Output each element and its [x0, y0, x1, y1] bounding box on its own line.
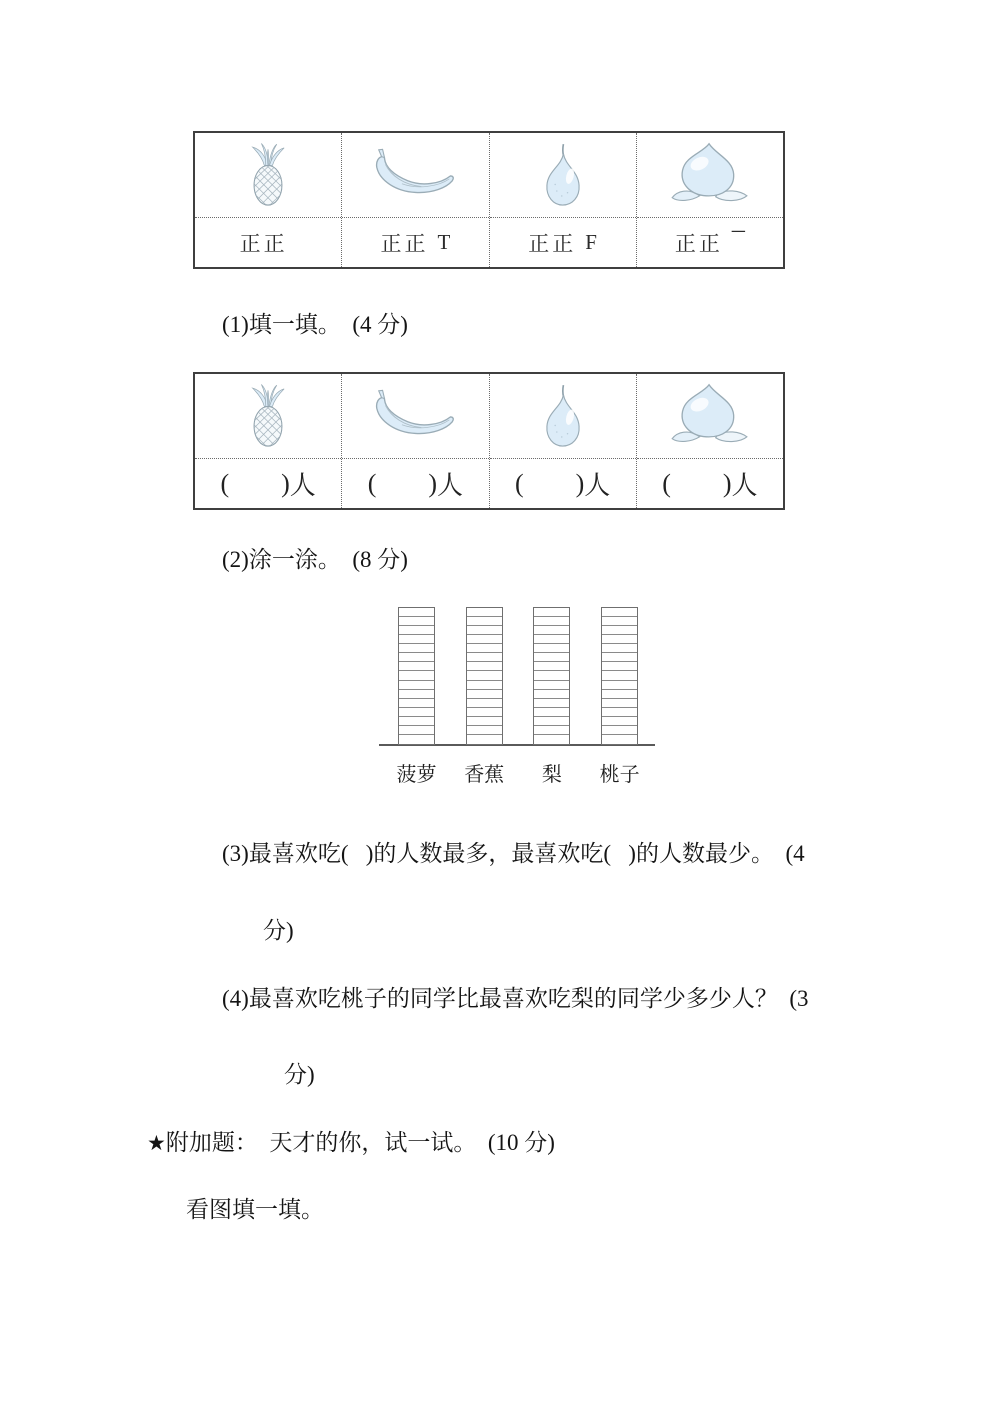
grid-cell: [467, 717, 502, 726]
pear-icon: [490, 374, 636, 459]
pineapple-icon: [195, 133, 341, 218]
tally-marks-banana: [342, 218, 488, 267]
fill-column-peach: [636, 374, 783, 508]
grid-cell: [467, 671, 502, 680]
grid-cell: [534, 681, 569, 690]
grid-cell: [534, 726, 569, 735]
grid-cell: [467, 617, 502, 626]
grid-cell: [399, 608, 434, 617]
grid-column-1: [466, 607, 503, 745]
grid-cell: [534, 608, 569, 617]
grid-cell: [602, 735, 637, 744]
tally-partial: ¯: [731, 227, 745, 257]
grid-cell: [467, 735, 502, 744]
grid-cell: [602, 726, 637, 735]
fill-column-banana: [341, 374, 488, 508]
grid-label-0: 菠萝: [396, 764, 437, 786]
banana-icon: [342, 374, 488, 459]
grid-cell: [534, 662, 569, 671]
pineapple-icon: [195, 374, 341, 459]
grid-cell: [399, 635, 434, 644]
grid-label-2: 梨: [541, 764, 562, 786]
question-3-text-line2: 分): [263, 918, 294, 943]
tally-full: 正正: [674, 231, 723, 256]
grid-cell: [467, 681, 502, 690]
grid-cell: [467, 690, 502, 699]
grid-cell: [602, 681, 637, 690]
grid-cell: [399, 708, 434, 717]
grid-cell: [602, 699, 637, 708]
grid-cell: [534, 635, 569, 644]
tally-marks-pear: [490, 218, 636, 267]
grid-cell: [399, 644, 434, 653]
paren-close: ): [722, 468, 732, 498]
paren-close: ): [575, 468, 585, 498]
grid-cell: [399, 662, 434, 671]
pear-icon: [490, 133, 636, 218]
grid-cell: [467, 644, 502, 653]
tally-full: 正正: [380, 231, 429, 256]
unit-label: 人: [289, 471, 316, 500]
tally-column-pear: [489, 133, 636, 267]
question-3-text-line1: (3)最喜欢吃( )的人数最多，最喜欢吃( )的人数最少。 (4: [222, 841, 805, 866]
grid-cell: [399, 699, 434, 708]
grid-cell: [602, 644, 637, 653]
grid-cell: [602, 717, 637, 726]
question-4-text-line1: (4)最喜欢吃桃子的同学比最喜欢吃梨的同学少多少人？ (3: [222, 986, 809, 1011]
grid-cell: [399, 735, 434, 744]
grid-cell: [534, 699, 569, 708]
grid-cell: [399, 653, 434, 662]
grid-cell: [602, 708, 637, 717]
grid-cell: [467, 662, 502, 671]
unit-label: 人: [437, 471, 464, 500]
grid-cell: [467, 626, 502, 635]
tally-partial: T: [437, 230, 451, 254]
grid-cell: [467, 699, 502, 708]
grid-chart: [379, 607, 659, 807]
answer-blank-peach: [637, 459, 783, 508]
grid-cell: [467, 708, 502, 717]
peach-icon: [637, 133, 783, 218]
peach-icon: [637, 374, 783, 459]
tally-marks-peach: [637, 218, 783, 267]
grid-cell: [467, 726, 502, 735]
grid-cell: [602, 626, 637, 635]
question-1-text: (1)填一填。 (4 分): [222, 312, 408, 337]
grid-cell: [534, 708, 569, 717]
bonus-question-text: [147, 1128, 555, 1158]
grid-column-0: [398, 607, 435, 745]
grid-cell: [467, 608, 502, 617]
grid-cell: [602, 635, 637, 644]
banana-icon: [342, 133, 488, 218]
tally-full: 正正: [239, 231, 288, 256]
fill-in-table: [193, 372, 785, 510]
answer-blank-pear: [490, 459, 636, 508]
grid-cell: [534, 690, 569, 699]
grid-cell: [602, 617, 637, 626]
unit-label: 人: [584, 471, 611, 500]
grid-cell: [399, 617, 434, 626]
grid-cell: [602, 653, 637, 662]
paren-open: (: [514, 468, 524, 498]
grid-label-3: 桃子: [599, 764, 640, 786]
grid-cell: [399, 681, 434, 690]
star-icon: ★: [147, 1131, 166, 1155]
answer-blank-pineapple: [195, 459, 341, 508]
tally-full: 正正: [528, 231, 577, 256]
grid-cell: [399, 671, 434, 680]
paren-open: (: [662, 468, 671, 498]
grid-cell: [534, 644, 569, 653]
grid-cell: [399, 717, 434, 726]
grid-column-3: [601, 607, 638, 745]
tally-marks-pineapple: [195, 218, 341, 267]
fill-column-pear: [489, 374, 636, 508]
paren-close: ): [281, 468, 290, 498]
grid-cell: [534, 617, 569, 626]
grid-cell: [399, 626, 434, 635]
grid-cell: [602, 662, 637, 671]
grid-cell: [602, 690, 637, 699]
grid-cell: [399, 726, 434, 735]
grid-cell: [534, 671, 569, 680]
grid-cell: [399, 690, 434, 699]
paren-close: ): [428, 468, 438, 498]
unit-label: 人: [731, 471, 758, 500]
grid-cell: [534, 626, 569, 635]
tally-table: [193, 131, 785, 269]
footer-instruction-text: 看图填一填。: [186, 1197, 324, 1222]
grid-label-1: 香蕉: [464, 764, 505, 786]
paren-open: (: [220, 468, 230, 498]
grid-cell: [534, 653, 569, 662]
grid-cell: [602, 608, 637, 617]
grid-cell: [467, 635, 502, 644]
tally-column-banana: [341, 133, 488, 267]
grid-cell: [534, 717, 569, 726]
paren-open: (: [367, 468, 377, 498]
answer-blank-banana: [342, 459, 488, 508]
tally-column-pineapple: [195, 133, 341, 267]
grid-cell: [602, 671, 637, 680]
question-2-text: (2)涂一涂。 (8 分): [222, 547, 408, 572]
bonus-label: 附加题： 天才的你，试一试。 (10 分): [165, 1130, 555, 1155]
grid-column-2: [533, 607, 570, 745]
fill-column-pineapple: [195, 374, 341, 508]
grid-cell: [534, 735, 569, 744]
grid-cell: [467, 653, 502, 662]
tally-column-peach: [636, 133, 783, 267]
question-4-text-line2: 分): [284, 1062, 315, 1087]
tally-partial: F: [585, 230, 597, 254]
